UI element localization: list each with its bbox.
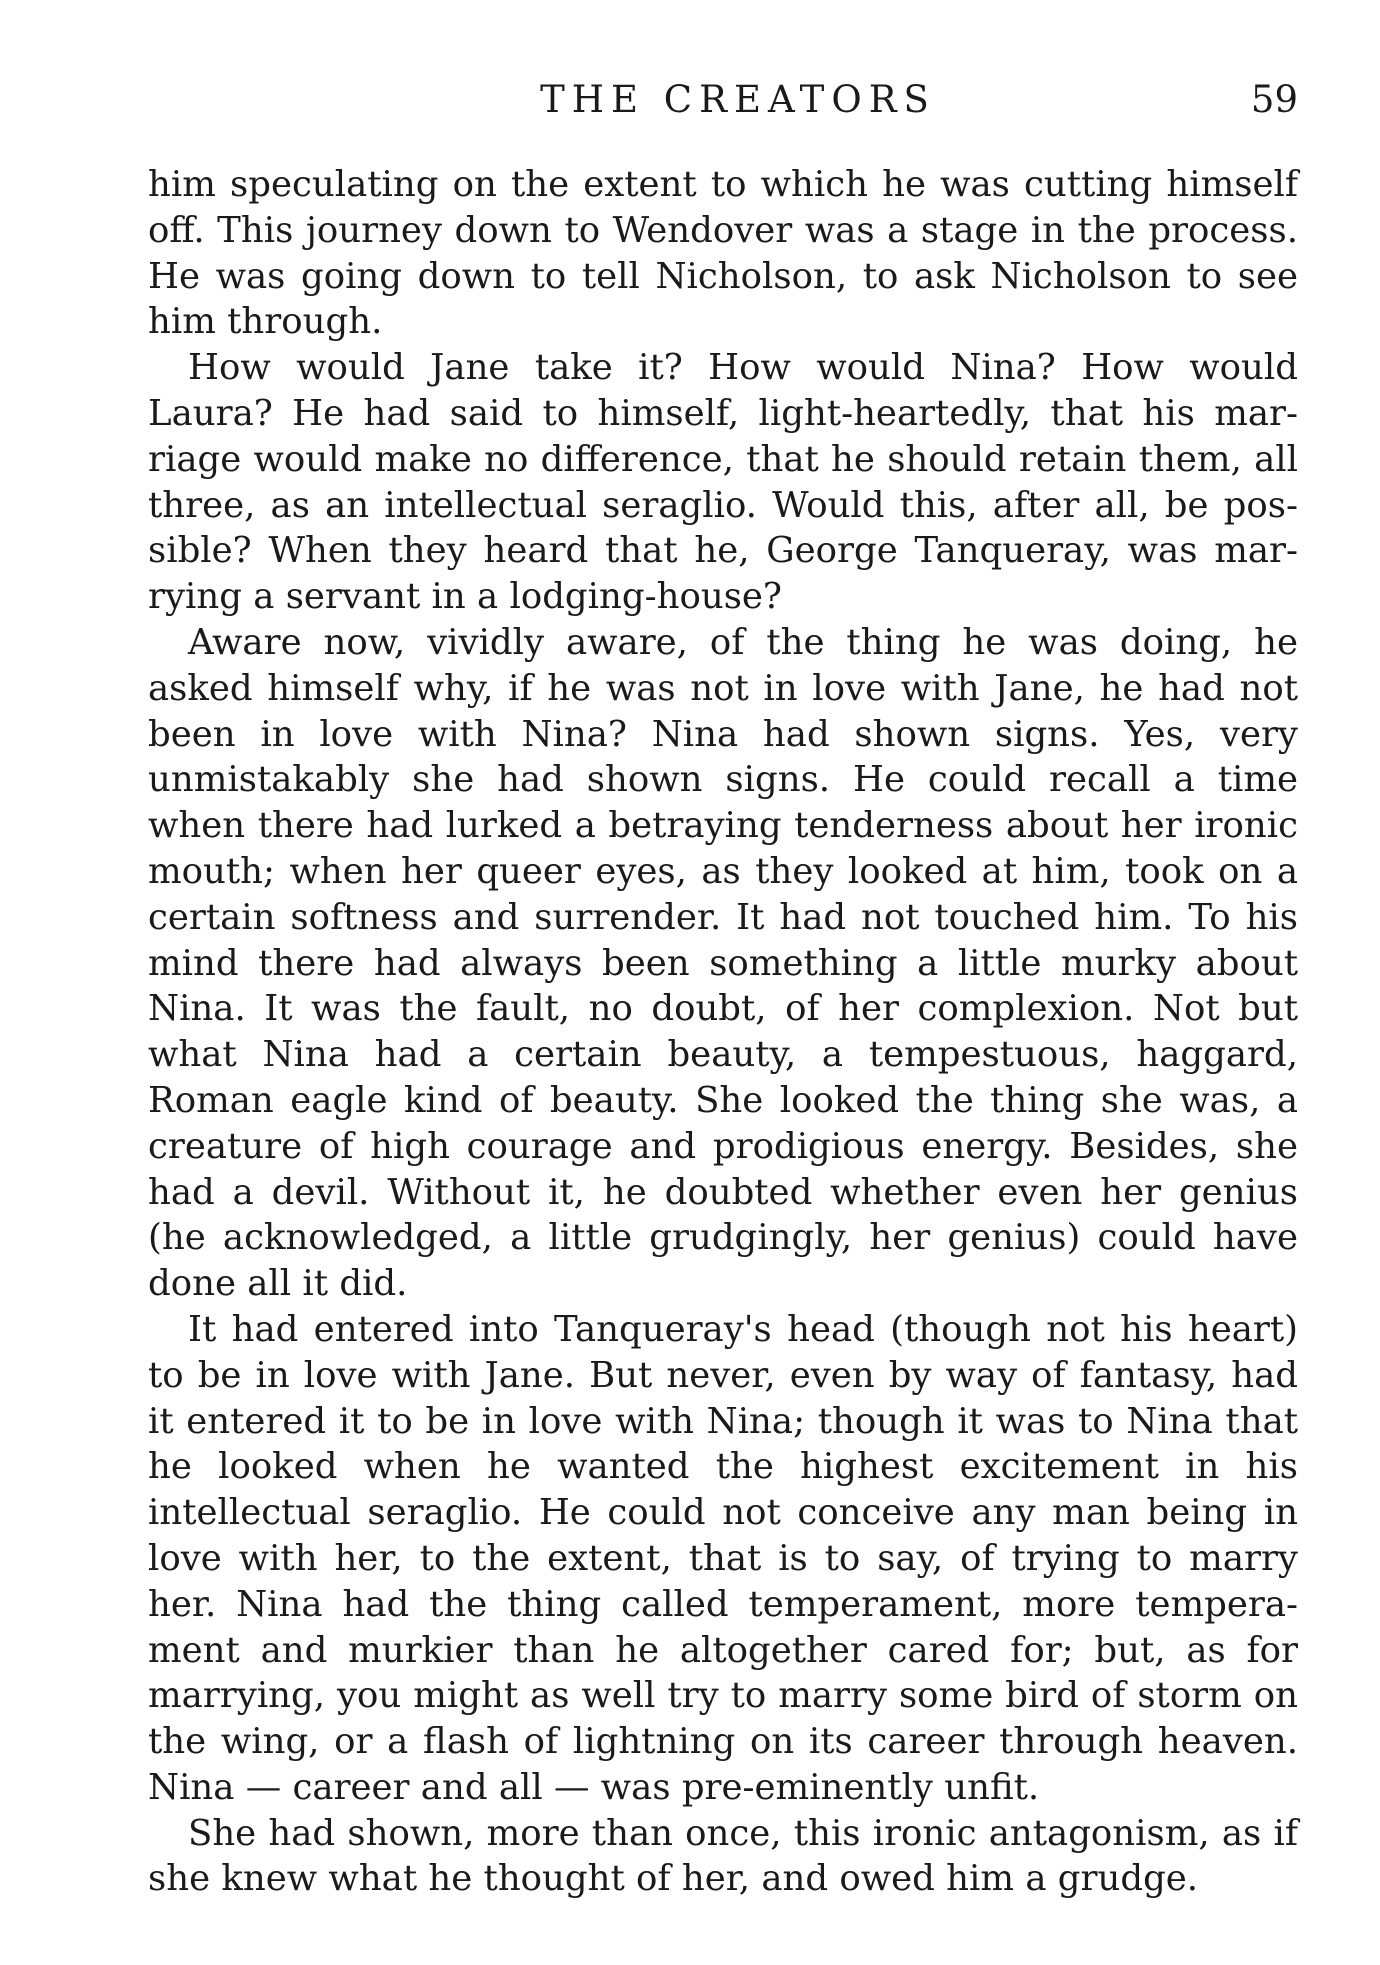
- paragraph-2: How would Jane take it? How would Nina? How would Laura? He had said to himself, light-heartedly, that his marriage would make no difference, that he should retain them, all three, as an intellectual seraglio. Would this, after all, be possible? When they heard that he, George Tanqueray, was marrying a servant in a lodging-house?: [148, 347, 1298, 618]
- paragraph-3: Aware now, vividly aware, of the thing he was doing, he asked himself why, if he was not in love with Jane, he had not been in love with Nina? Nina had shown signs. Yes, very unmistakably she had shown signs. He could recall a time when there had lurked a betraying tenderness about her ironic mouth; when her queer eyes, as they looked at him, took on a certain softness and surrender. It had not touched him. To his mind there had always been something a little murky about Nina. It was the fault, no doubt, of her complexion. Not but what Nina had a certain beauty, a tempestuous, haggard, Roman eagle kind of beauty. She looked the thing she was, a creature of high courage and prodigious energy. Besides, she had a devil. Without it, he doubted whether even her genius (he acknowledged, a little grudgingly, her genius) could have done all it did.: [148, 621, 1298, 1305]
- running-title: THE CREATORS: [540, 78, 936, 121]
- running-head: [148, 72, 1298, 128]
- paragraph-1: him speculating on the extent to which he was cutting himself off. This journey down to Wendover was a stage in the process. He was going down to tell Nicholson, to ask Nicholson to see him through.: [148, 164, 1298, 343]
- body-text: [148, 162, 1298, 1902]
- paragraph-4: It had entered into Tanqueray's head (though not his heart) to be in love with Jane. But never, even by way of fantasy, had it entered it to be in love with Nina; though it was to Nina that he looked when he wanted the highest excitement in his intellectual seraglio. He could not conceive any man being in love with her, to the extent, that is to say, of trying to marry her. Nina had the thing called temperament, more temperament and murkier than he altogether cared for; but, as for marrying, you might as well try to marry some bird of storm on the wing, or a flash of lightning on its career through heaven. Nina — career and all — was pre-eminently unfit.: [148, 1308, 1298, 1808]
- paragraph-5: She had shown, more than once, this ironic antagonism, as if she knew what he thought of her, and owed him a grudge.: [148, 1812, 1298, 1900]
- page-number: 59: [1250, 78, 1298, 121]
